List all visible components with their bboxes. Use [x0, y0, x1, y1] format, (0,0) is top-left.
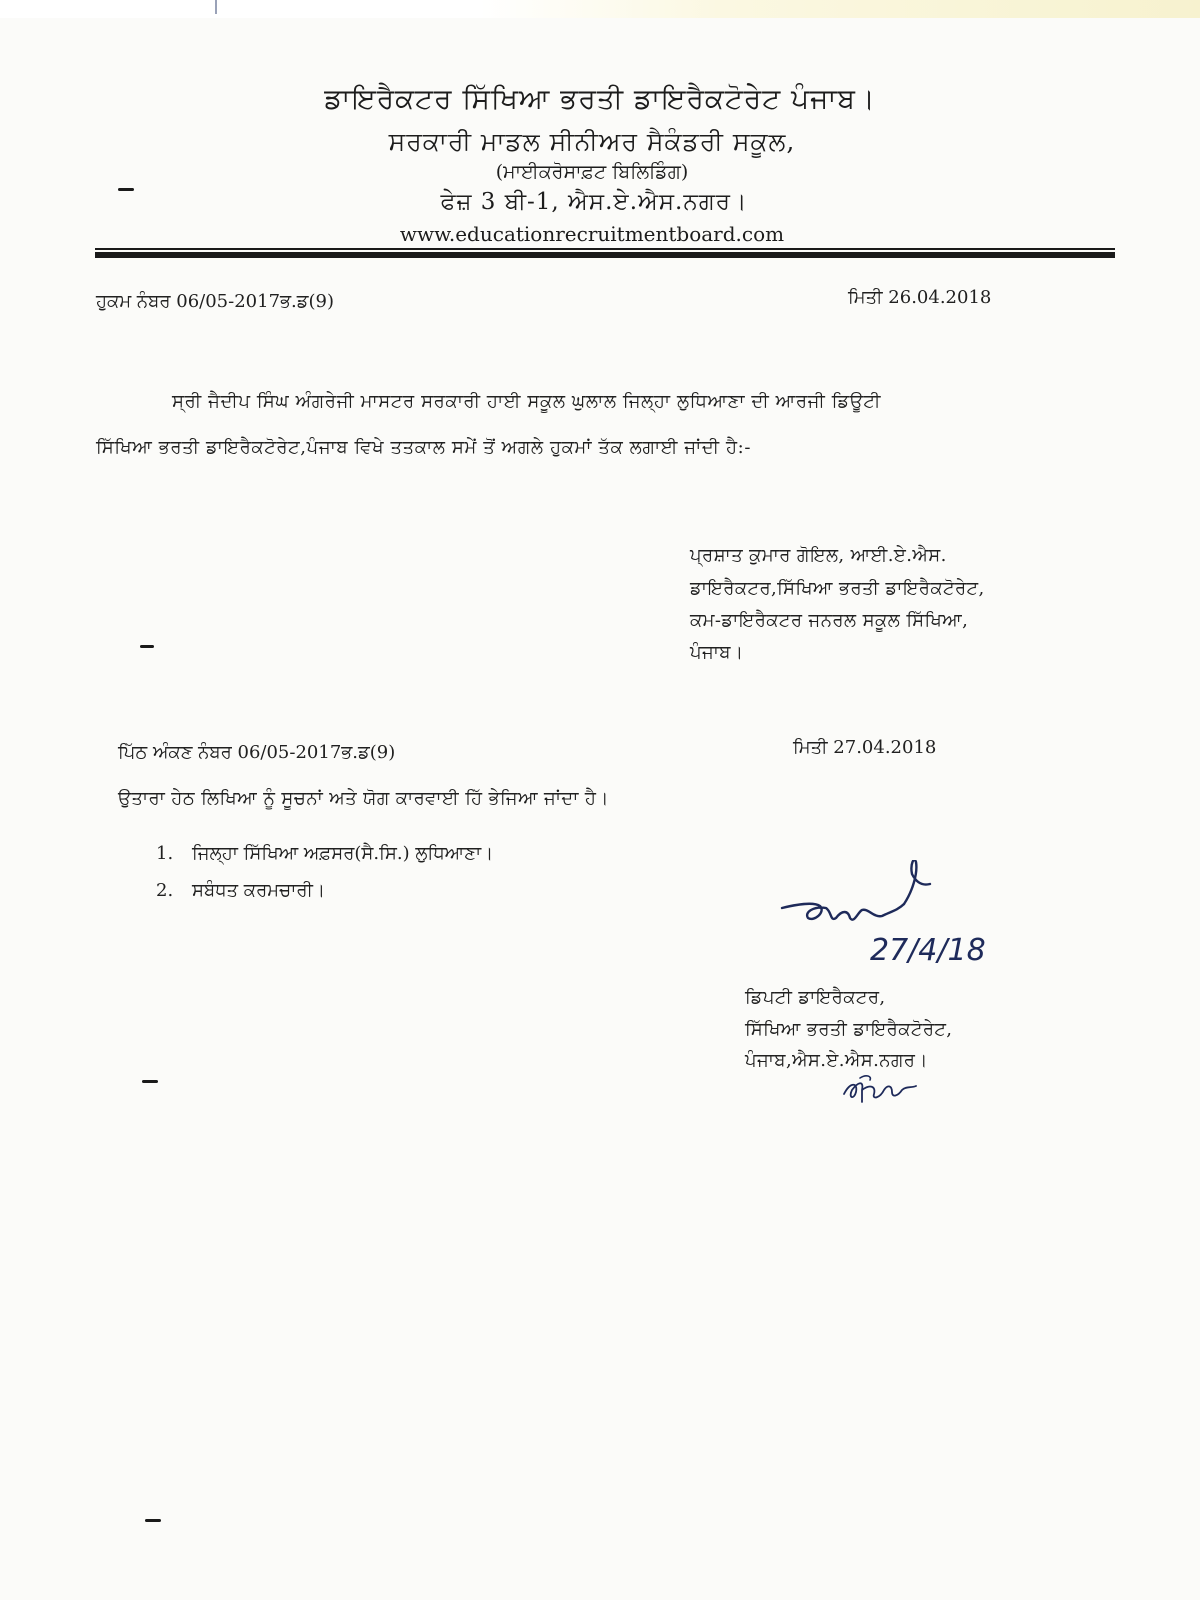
margin-mark: [145, 1519, 161, 1522]
signature-date: 27/4/18: [870, 933, 986, 968]
letterhead-website: www.educationrecruitmentboard.com: [399, 222, 785, 246]
order-date: ਮਿਤੀ 26.04.2018: [848, 287, 992, 308]
letterhead-title: ਡਾਇਰੈਕਟਰ ਸਿੱਖਿਆ ਭਰਤੀ ਡਾਇਰੈਕਟੋਰੇਟ ਪੰਜਾਬ।: [324, 82, 876, 115]
letterhead-address: ਫੇਜ਼ 3 ਬੀ-1, ਐਸ.ਏ.ਐਸ.ਨਗਰ।: [440, 189, 748, 215]
margin-mark: [142, 1080, 158, 1083]
letterhead-divider-thick: [95, 252, 1115, 258]
handwritten-signature: [770, 860, 1010, 990]
deputy-location: ਪੰਜਾਬ,ਐਸ.ਏ.ਐਸ.ਨਗਰ।: [745, 1050, 928, 1071]
recipient-list-item: [156, 843, 493, 864]
recipient-text: ਜਿਲ੍ਹਾ ਸਿੱਖਿਆ ਅਫ਼ਸਰ(ਸੈ.ਸਿ.) ਲੁਧਿਆਣਾ।: [192, 843, 494, 864]
signatory-name: ਪ੍ਰਸ਼ਾਤ ਕੁਮਾਰ ਗੋਇਲ, ਆਈ.ਏ.ਐਸ.: [690, 545, 947, 566]
scan-edge-tint: [0, 0, 1200, 18]
endorsement-number: ਪਿੱਠ ਅੰਕਣ ਨੰਬਰ 06/05-2017ਭ.ਡ(9): [118, 742, 396, 763]
recipient-number: 2.: [156, 880, 174, 901]
endorsement-forward-text: ਉਤਾਰਾ ਹੇਠ ਲਿਖਿਆ ਨੂੰ ਸੂਚਨਾਂ ਅਤੇ ਯੋਗ ਕਾਰਵਾਈ ਹਿੱ ਭੇਜਿਆ ਜਾਂਦਾ ਹੈ।: [118, 788, 609, 809]
order-body-line-2: ਸਿੱਖਿਆ ਭਰਤੀ ਡਾਇਰੈਕਟੋਰੇਟ,ਪੰਜਾਬ ਵਿਖੇ ਤਤਕਾਲ ਸਮੇਂ ਤੋਂ ਅਗਲੇ ਹੁਕਮਾਂ ਤੱਕ ਲਗਾਈ ਜਾਂਦੀ ਹੈ:-: [96, 437, 752, 458]
signature-stroke: [782, 904, 904, 920]
margin-mark: [118, 188, 134, 191]
order-body-line-1: ਸ੍ਰੀ ਜੈਦੀਪ ਸਿੰਘ ਅੰਗਰੇਜੀ ਮਾਸਟਰ ਸਰਕਾਰੀ ਹਾਈ ਸਕੂਲ ਘੁਲਾਲ ਜਿਲ੍ਹਾ ਲੁਧਿਆਣਾ ਦੀ ਆਰਜੀ ਡਿਊਟੀ: [172, 391, 881, 412]
signatory-state: ਪੰਜਾਬ।: [690, 642, 744, 663]
letterhead-school: ਸਰਕਾਰੀ ਮਾਡਲ ਸੀਨੀਅਰ ਸੈਕੰਡਰੀ ਸਕੂਲ,: [388, 127, 796, 156]
margin-mark: [140, 645, 154, 648]
deputy-designation: ਡਿਪਟੀ ਡਾਇਰੈਕਟਰ,: [745, 987, 886, 1008]
handwritten-initial: [840, 1072, 920, 1108]
signatory-additional-charge: ਕਮ-ਡਾਇਰੈਕਟਰ ਜਨਰਲ ਸਕੂਲ ਸਿੱਖਿਆ,: [690, 610, 969, 631]
letterhead-building: (ਮਾਈਕਰੋਸਾਫ਼ਟ ਬਿਲਿਡਿੰਗ): [495, 161, 689, 183]
signatory-designation: ਡਾਇਰੈਕਟਰ,ਸਿੱਖਿਆ ਭਰਤੀ ਡਾਇਰੈਕਟੋਰੇਟ,: [690, 578, 985, 599]
order-number: ਹੁਕਮ ਨੰਬਰ 06/05-2017ਭ.ਡ(9): [96, 291, 334, 312]
deputy-directorate: ਸਿੱਖਿਆ ਭਰਤੀ ਡਾਇਰੈਕਟੋਰੇਟ,: [745, 1019, 953, 1040]
signature-flourish: [904, 860, 930, 904]
letterhead-divider-thin: [95, 248, 1115, 250]
recipient-list-item: [156, 880, 325, 901]
recipient-text: ਸਬੰਧਤ ਕਰਮਚਾਰੀ।: [192, 880, 326, 901]
endorsement-date: ਮਿਤੀ 27.04.2018: [793, 737, 937, 758]
recipient-number: 1.: [156, 843, 174, 864]
scan-mark: [215, 0, 217, 14]
